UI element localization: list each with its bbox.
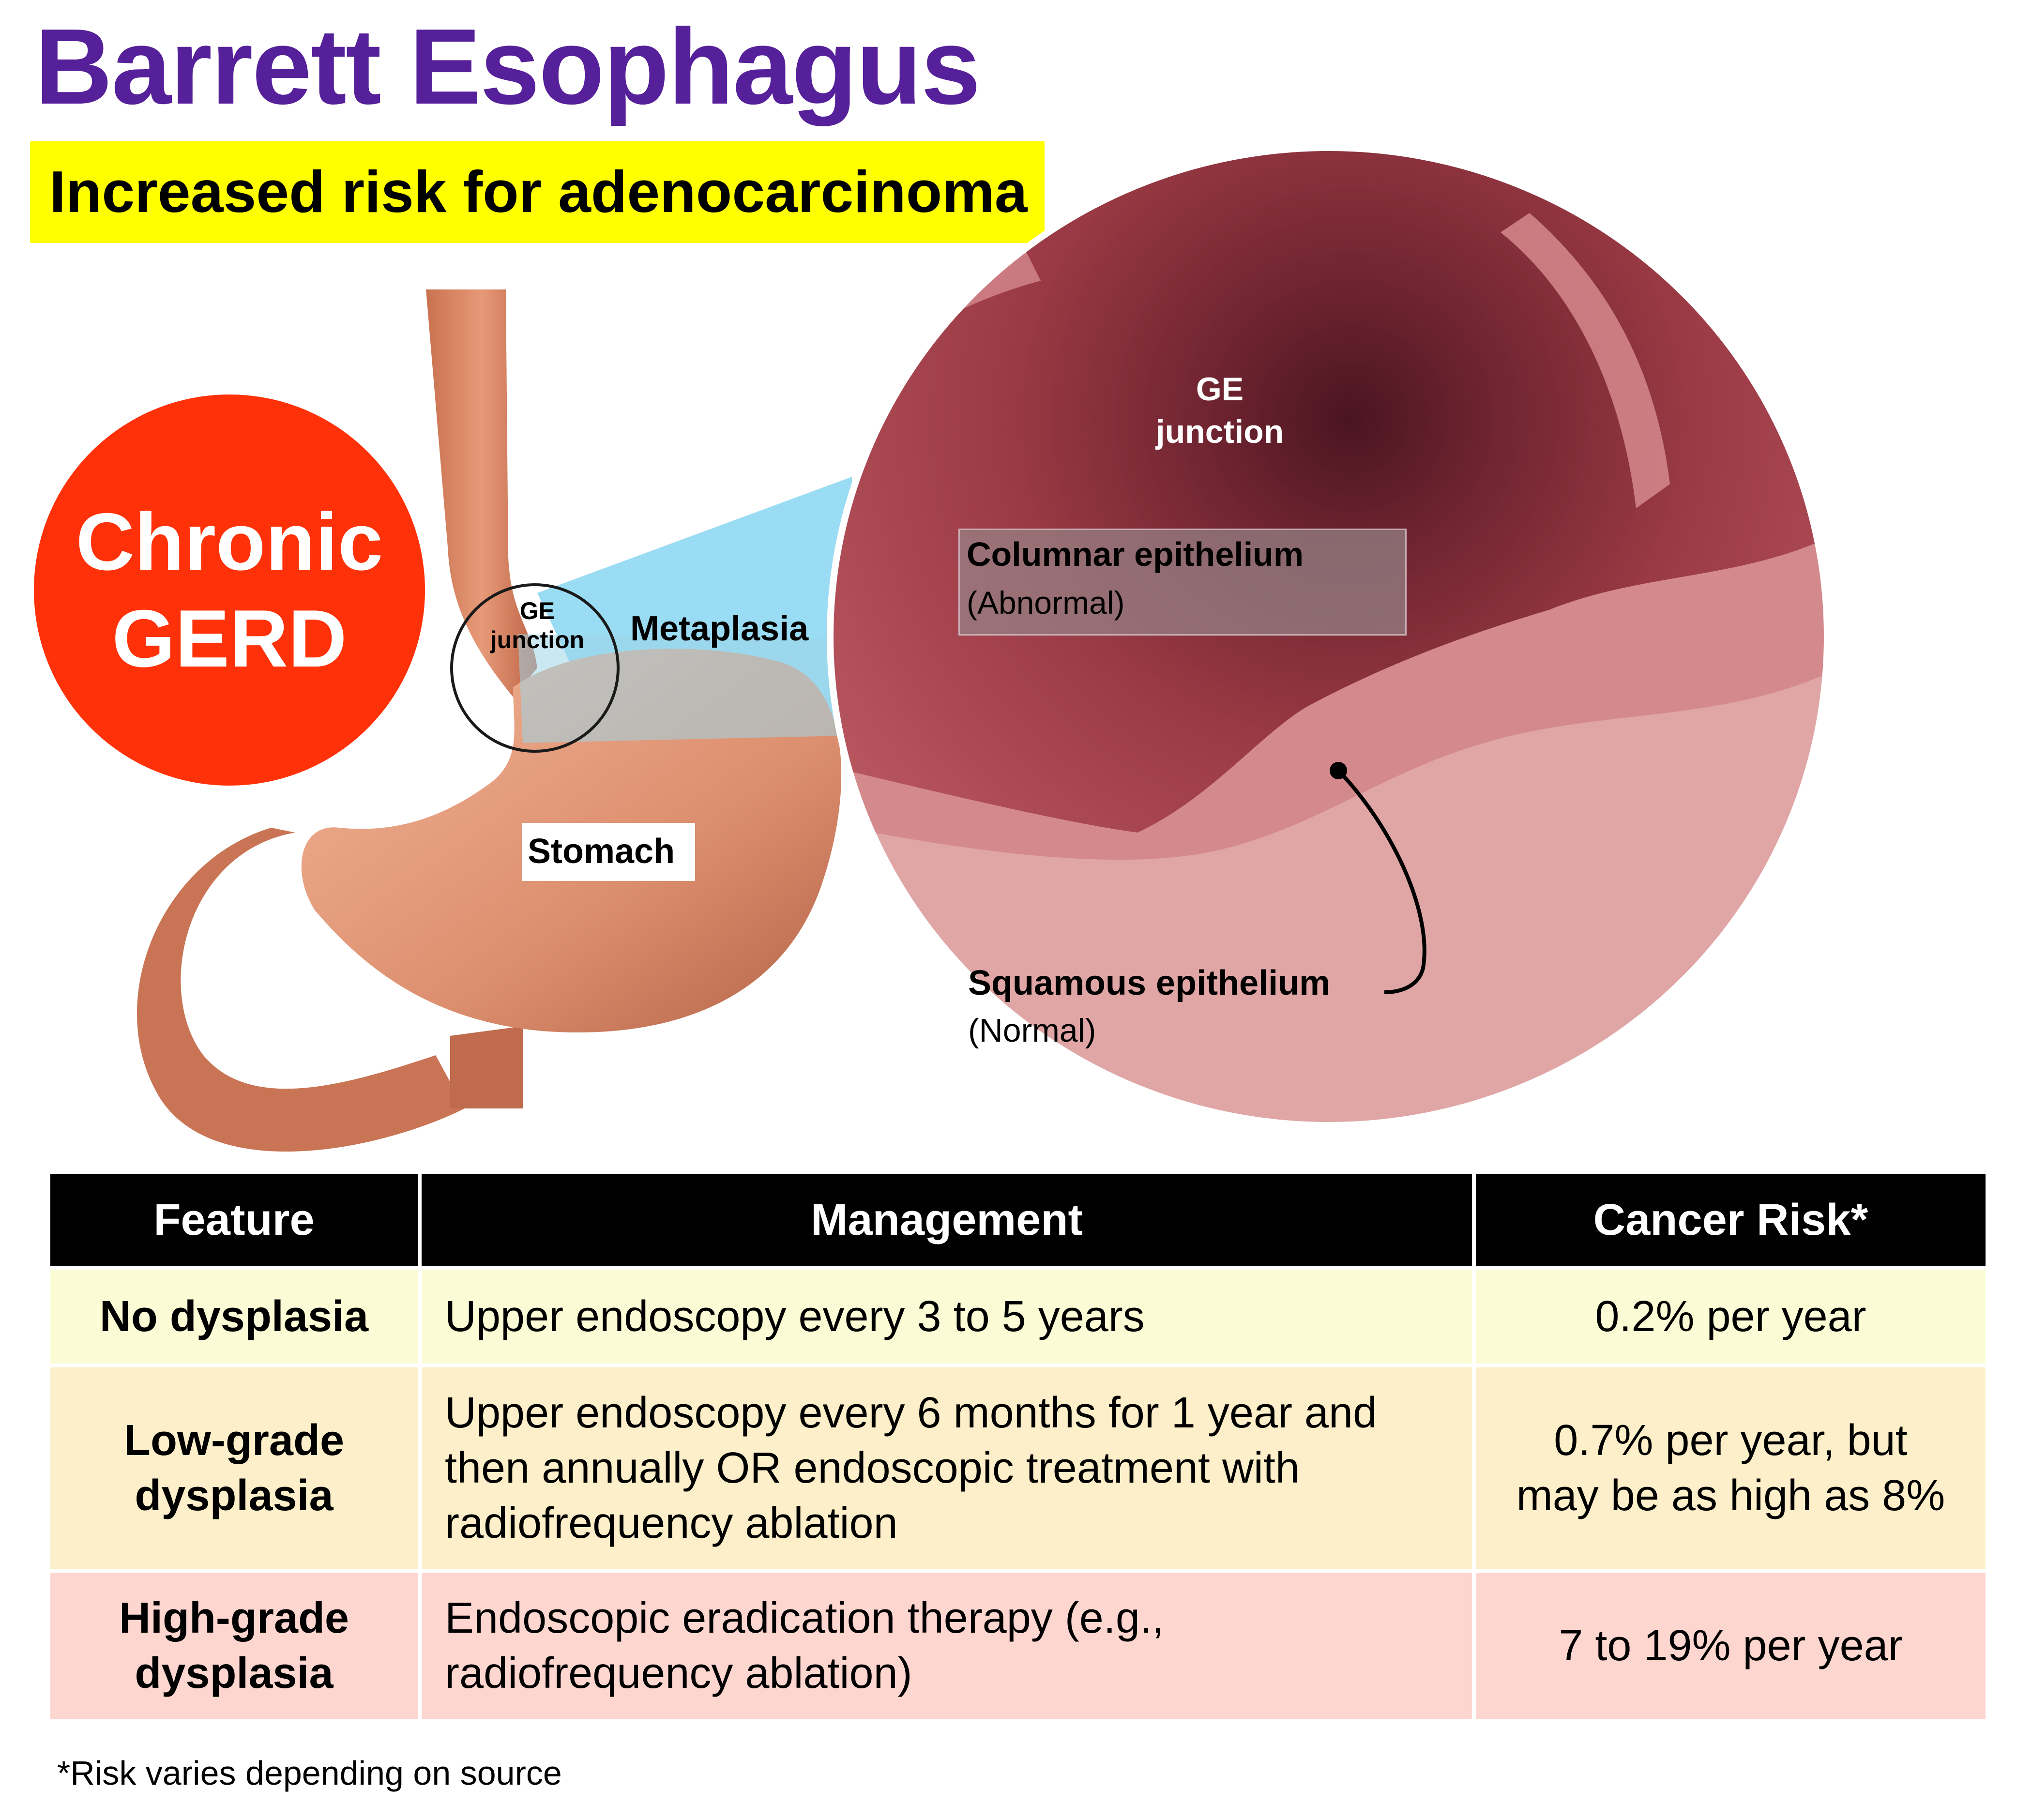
squamous-title: Squamous epithelium	[968, 964, 1331, 1002]
squamous-note: (Normal)	[968, 1012, 1096, 1049]
management-cell	[422, 1270, 1476, 1367]
ge-junction-small-line2: junction	[490, 626, 585, 653]
gerd-badge-line1: Chronic	[76, 496, 383, 587]
risk-line: 7 to 19% per year	[1559, 1621, 1903, 1670]
management-cell	[422, 1367, 1476, 1573]
gerd-badge-line2: GERD	[112, 593, 347, 684]
duodenum-end	[450, 1026, 523, 1108]
footnote: *Risk varies depending on source	[57, 1754, 562, 1792]
feature-cell	[50, 1270, 422, 1367]
risk-line: may be as high as 8%	[1516, 1471, 1945, 1520]
management-line: radiofrequency ablation)	[445, 1649, 912, 1698]
ge-junction-small-label	[465, 596, 610, 654]
management-cell	[422, 1573, 1476, 1723]
management-line: then annually OR endoscopic treatment with	[445, 1443, 1300, 1492]
header-cancer-risk: Cancer Risk*	[1476, 1174, 1986, 1270]
page-title: Barrett Esophagus	[35, 7, 980, 127]
feature-cell	[50, 1367, 422, 1573]
stomach-label: Stomach	[528, 832, 675, 871]
metaplasia-label: Metaplasia	[630, 609, 809, 648]
ge-junction-large-line1: GE	[1196, 371, 1244, 408]
feature-line: Low-grade	[123, 1416, 344, 1465]
stomach-label-box	[522, 823, 695, 881]
risk-cell	[1476, 1270, 1986, 1367]
chronic-gerd-badge	[34, 394, 425, 786]
feature-line: High-grade	[119, 1593, 349, 1642]
risk-line: 0.7% per year, but	[1554, 1416, 1908, 1465]
feature-line: dysplasia	[135, 1649, 334, 1698]
columnar-epithelium-box	[958, 529, 1407, 636]
management-table	[50, 1174, 1986, 1723]
ge-junction-small-line1: GE	[519, 597, 555, 624]
management-line: Endoscopic eradication therapy (e.g.,	[445, 1593, 1164, 1642]
risk-cell	[1476, 1573, 1986, 1723]
ge-junction-large-label	[1133, 368, 1307, 454]
columnar-title: Columnar epithelium	[967, 535, 1304, 573]
management-line: Upper endoscopy every 6 months for 1 year and	[445, 1388, 1378, 1437]
management-line: Upper endoscopy every 3 to 5 years	[445, 1292, 1145, 1341]
feature-cell	[50, 1573, 422, 1723]
table-header-row	[50, 1174, 1986, 1270]
management-line: radiofrequency ablation	[445, 1499, 898, 1548]
header-feature: Feature	[50, 1174, 422, 1270]
ge-junction-large-line2: junction	[1155, 413, 1284, 451]
subtitle-text: Increased risk for adenocarcinoma	[49, 159, 1028, 225]
header-management: Management	[422, 1174, 1476, 1270]
risk-cell	[1476, 1367, 1986, 1573]
table-row	[50, 1573, 1986, 1723]
risk-line: 0.2% per year	[1595, 1292, 1866, 1341]
table-row	[50, 1270, 1986, 1367]
feature-line: dysplasia	[135, 1471, 334, 1520]
table-row	[50, 1367, 1986, 1573]
feature-line: No dysplasia	[99, 1292, 369, 1341]
columnar-note: (Abnormal)	[967, 585, 1125, 621]
